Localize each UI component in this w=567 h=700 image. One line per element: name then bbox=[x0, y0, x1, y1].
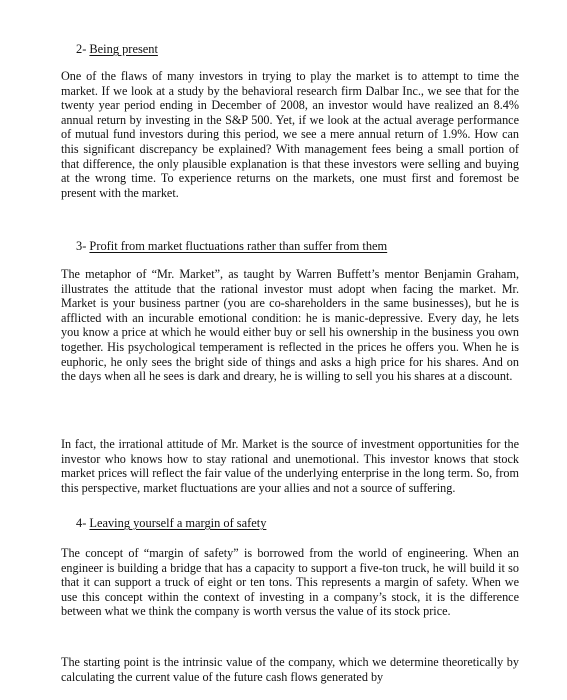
paragraph-irrational-attitude: In fact, the irrational attitude of Mr. Market is the source of investment opportunities for the investor who knows how to stay rational and unemotional. This investor knows that stock market prices will reflect the fair value of the underlying enterprise in the long term. So, from this perspective, market fluctuations are your allies and not a source of suffering. bbox=[61, 437, 519, 495]
section-heading-market-fluctuations bbox=[76, 239, 387, 254]
paragraph-being-present: One of the flaws of many investors in trying to play the market is to attempt to time the market. If we look at a study by the behavioral research firm Dalbar Inc., we see that for the twenty year period ending in December of 2008, an investor would have realized an 8.4% annual return by investing in the S&P 500. Yet, if we look at the actual average performance of mutual fund investors during this period, we see a mere annual return of 1.9%. How can this significant discrepancy be explained? With management fees being a small portion of that difference, the only plausible explanation is that these investors were selling and buying at the wrong time. To experience returns on the markets, one must first and foremost be present with the market. bbox=[61, 69, 519, 200]
section-heading-being-present bbox=[76, 42, 158, 57]
section-title: Profit from market fluctuations rather than suffer from them bbox=[89, 239, 388, 253]
paragraph-mr-market: The metaphor of “Mr. Market”, as taught by Warren Buffett’s mentor Benjamin Graham, illustrates the attitude that the rational investor must adopt when facing the market. Mr. Market is your business partner (you are co-shareholders in the same businesses), but he is afflicted with an incurable emotional condition: he is manic-depressive. Every day, he lets you know a price at which he would either buy or sell his ownership in the business you own together. His psychological temperament is reflected in the prices he offers you. When he is euphoric, he only sees the bright side of things and asks a high price for his shares. And on the days when all he sees is dark and dreary, he is willing to sell you his shares at a discount. bbox=[61, 267, 519, 384]
section-number: 3- bbox=[76, 239, 90, 253]
section-number: 2- bbox=[76, 42, 90, 56]
section-number: 4- bbox=[76, 516, 90, 530]
paragraph-intrinsic-value: The starting point is the intrinsic value of the company, which we determine theoretically by calculating the current value of the future cash flows generated by bbox=[61, 655, 519, 684]
section-title: Leaving yourself a margin of safety bbox=[89, 516, 267, 530]
paragraph-margin-of-safety: The concept of “margin of safety” is borrowed from the world of engineering. When an engineer is building a bridge that has a capacity to support a five-ton truck, he will build it so that it can support a truck of eight or ten tons. This represents a margin of safety. When we use this concept within the context of investing in a company’s stock, it is the difference between what we think the company is worth versus the value of its stock price. bbox=[61, 546, 519, 619]
section-title: Being present bbox=[89, 42, 158, 56]
section-heading-margin-of-safety bbox=[76, 516, 266, 531]
